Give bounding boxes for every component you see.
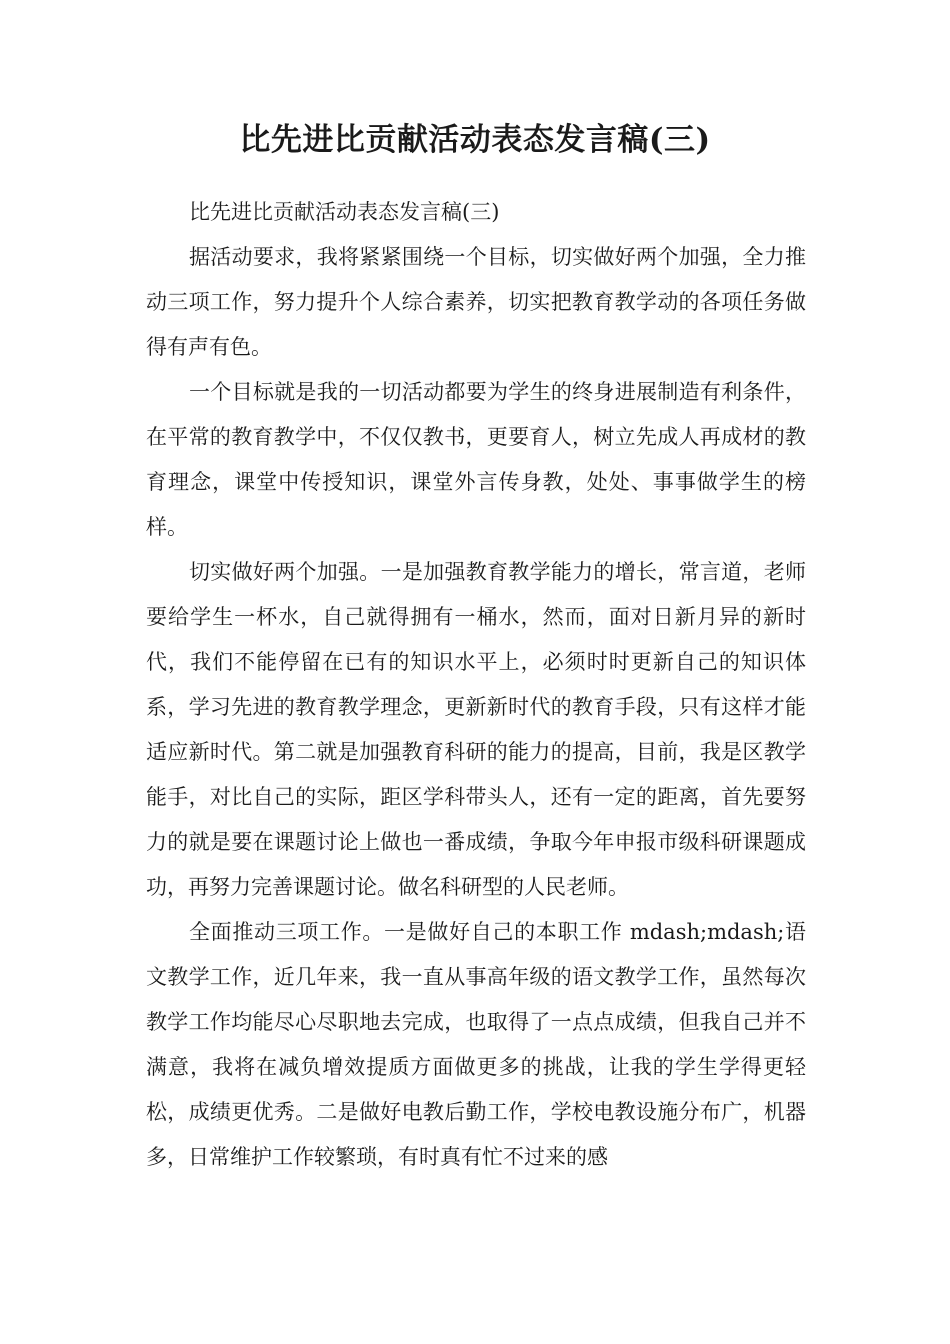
paragraph-2: 一个目标就是我的一切活动都要为学生的终身进展制造有利条件，在平常的教育教学中，不仅仅教书，更要育人，树立先成人再成材的教育理念，课堂中传授知识，课堂外言传身教，处处、事事做学生的榜样。 — [146, 380, 806, 539]
paragraph-4: 全面推动三项工作。一是做好自己的本职工作 mdash;mdash;语文教学工作，近几年来，我一直从事高年级的语文教学工作，虽然每次教学工作均能尽心尽职地去完成，也取得了一点点成绩，但我自己并不满意，我将在减负增效提质方面做更多的挑战，让我的学生学得更轻松，成绩更优秀。二是做好电教后勤工作，学校电教设施分布广，机器多，日常维护工作较繁琐，有时真有忙不过来的感 — [146, 920, 806, 1169]
paragraph-3: 切实做好两个加强。一是加强教育教学能力的增长，常言道，老师要给学生一杯水，自己就得拥有一桶水，然而，面对日新月异的新时代，我们不能停留在已有的知识水平上，必须时时更新自己的知识体系，学习先进的教育教学理念，更新新时代的教育手段，只有这样才能适应新时代。第二就是加强教育科研的能力的提高，目前，我是区教学能手，对比自己的实际，距区学科带头人，还有一定的距离，首先要努力的就是要在课题讨论上做也一番成绩，争取今年申报市级科研课题成功，再努力完善课题讨论。做名科研型的人民老师。 — [146, 560, 806, 899]
document-subtitle: 比先进比贡献活动表态发言稿(三) — [189, 200, 500, 224]
paragraph-1: 据活动要求，我将紧紧围绕一个目标，切实做好两个加强，全力推动三项工作，努力提升个人综合素养，切实把教育教学动的各项任务做得有声有色。 — [146, 245, 806, 359]
document-body — [146, 190, 806, 1180]
document-title: 比先进比贡献活动表态发言稿(三) — [239, 122, 711, 158]
